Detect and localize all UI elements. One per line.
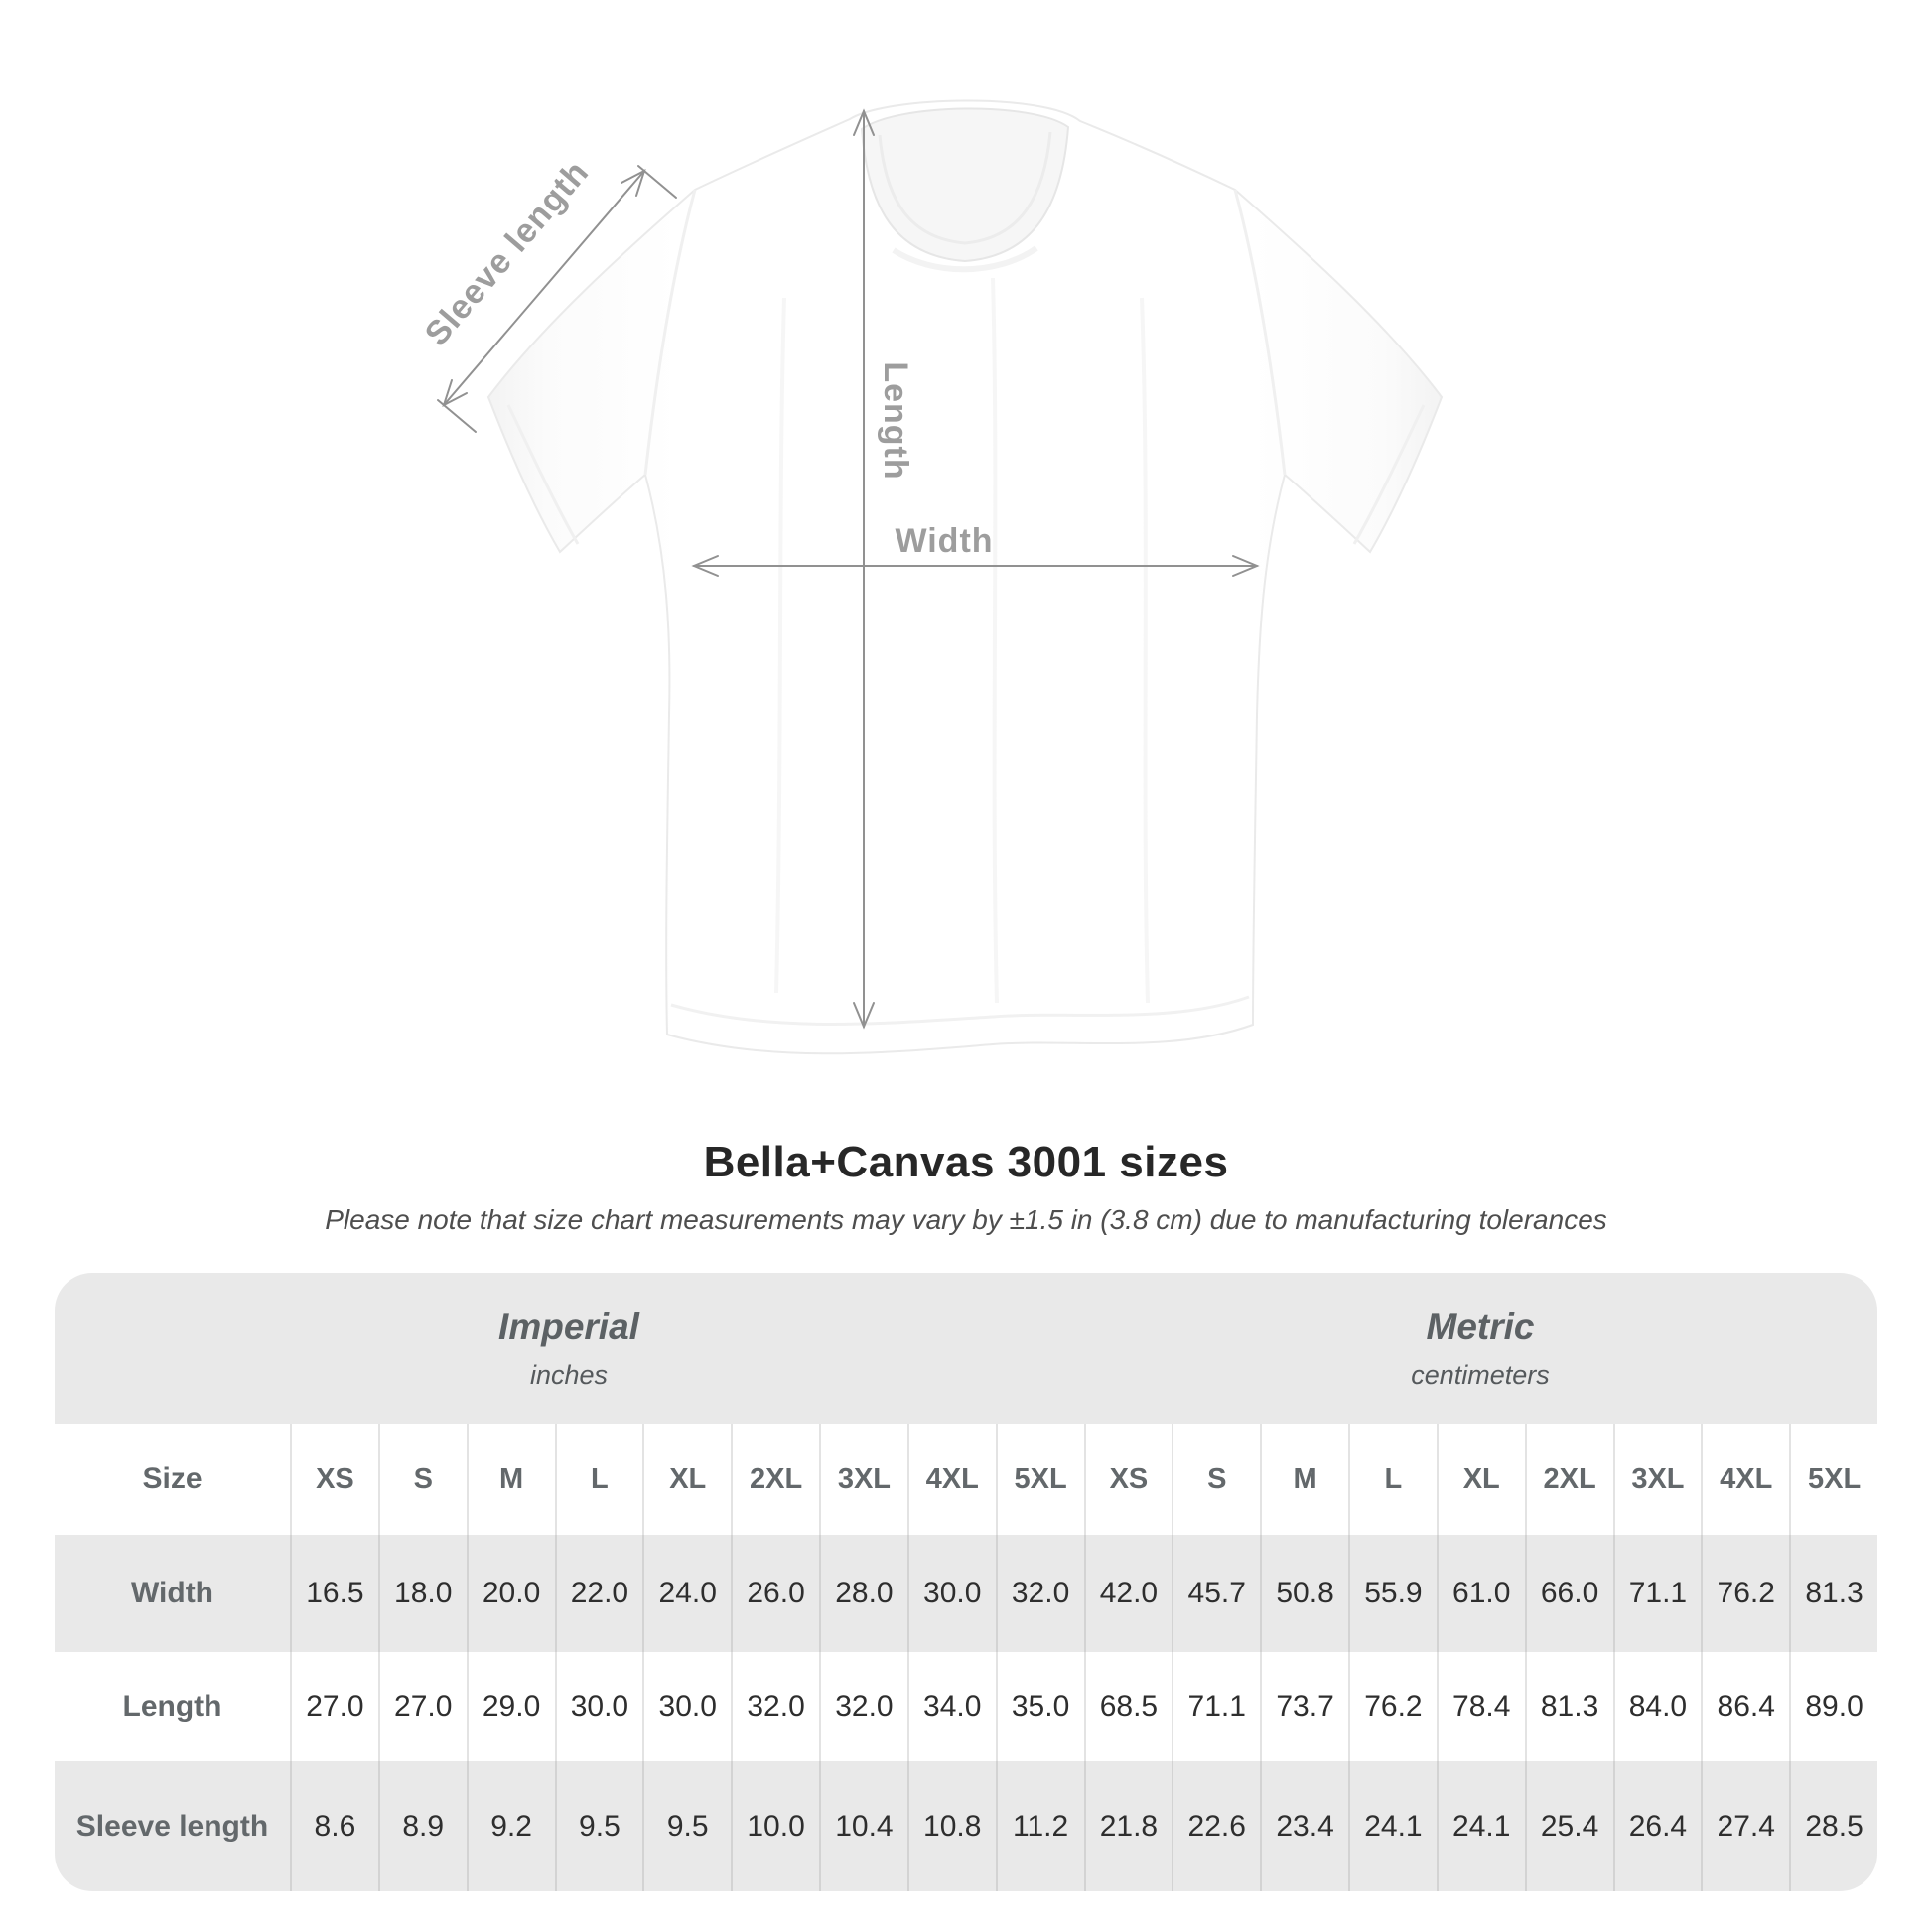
column-header: XS <box>290 1424 378 1535</box>
column-header: 5XL <box>1789 1424 1877 1535</box>
table-cell: 10.4 <box>819 1761 907 1891</box>
table-cell: 26.4 <box>1613 1761 1702 1891</box>
imperial-label: Imperial <box>498 1306 639 1347</box>
column-header: M <box>467 1424 555 1535</box>
table-cell: 8.9 <box>378 1761 467 1891</box>
width-label: Width <box>895 522 994 560</box>
table-cell: 76.2 <box>1348 1652 1437 1761</box>
table-cell: 24.0 <box>642 1535 731 1652</box>
row-label: Length <box>55 1652 290 1761</box>
table-cell: 10.0 <box>731 1761 819 1891</box>
table-cell: 78.4 <box>1437 1652 1525 1761</box>
row-label: Sleeve length <box>55 1761 290 1891</box>
table-cell: 84.0 <box>1613 1652 1702 1761</box>
column-header: M <box>1260 1424 1348 1535</box>
table-cell: 20.0 <box>467 1535 555 1652</box>
metric-unit: centimeters <box>1411 1359 1550 1390</box>
table-cell: 11.2 <box>996 1761 1084 1891</box>
size-column-header: Size <box>55 1424 290 1535</box>
table-cell: 22.0 <box>555 1535 643 1652</box>
column-header: S <box>378 1424 467 1535</box>
imperial-unit: inches <box>529 1359 609 1390</box>
column-header: XL <box>1437 1424 1525 1535</box>
column-header: 5XL <box>996 1424 1084 1535</box>
table-cell: 32.0 <box>996 1535 1084 1652</box>
table-cell: 30.0 <box>907 1535 996 1652</box>
table-cell: 71.1 <box>1613 1535 1702 1652</box>
column-header: S <box>1172 1424 1260 1535</box>
page-title: Bella+Canvas 3001 sizes <box>703 1138 1229 1186</box>
column-header: 4XL <box>1701 1424 1789 1535</box>
page-subtitle: Please note that size chart measurements may vary by ±1.5 in (3.8 cm) due to manufacturing tolerances <box>325 1204 1607 1235</box>
table-cell: 24.1 <box>1437 1761 1525 1891</box>
table-cell: 21.8 <box>1084 1761 1173 1891</box>
column-header: 3XL <box>1613 1424 1702 1535</box>
table-cell: 45.7 <box>1172 1535 1260 1652</box>
table-cell: 30.0 <box>555 1652 643 1761</box>
table-cell: 22.6 <box>1172 1761 1260 1891</box>
table-cell: 55.9 <box>1348 1535 1437 1652</box>
column-header: XS <box>1084 1424 1173 1535</box>
length-label: Length <box>877 361 914 481</box>
table-cell: 42.0 <box>1084 1535 1173 1652</box>
table-cell: 61.0 <box>1437 1535 1525 1652</box>
column-header: 2XL <box>1525 1424 1613 1535</box>
table-cell: 9.2 <box>467 1761 555 1891</box>
table-cell: 16.5 <box>290 1535 378 1652</box>
table-cell: 89.0 <box>1789 1652 1877 1761</box>
table-cell: 23.4 <box>1260 1761 1348 1891</box>
table-cell: 32.0 <box>819 1652 907 1761</box>
table-cell: 9.5 <box>642 1761 731 1891</box>
table-cell: 86.4 <box>1701 1652 1789 1761</box>
column-header: 4XL <box>907 1424 996 1535</box>
table-cell: 32.0 <box>731 1652 819 1761</box>
table-cell: 29.0 <box>467 1652 555 1761</box>
column-header: L <box>555 1424 643 1535</box>
column-header: 3XL <box>819 1424 907 1535</box>
column-header: XL <box>642 1424 731 1535</box>
table-cell: 9.5 <box>555 1761 643 1891</box>
column-header: L <box>1348 1424 1437 1535</box>
table-cell: 50.8 <box>1260 1535 1348 1652</box>
table-cell: 27.0 <box>378 1652 467 1761</box>
table-cell: 28.5 <box>1789 1761 1877 1891</box>
sleeve-length-label: Sleeve length <box>417 153 597 353</box>
column-header: 2XL <box>731 1424 819 1535</box>
table-cell: 18.0 <box>378 1535 467 1652</box>
table-cell: 73.7 <box>1260 1652 1348 1761</box>
table-cell: 27.4 <box>1701 1761 1789 1891</box>
size-table <box>55 1273 1877 1891</box>
table-cell: 68.5 <box>1084 1652 1173 1761</box>
table-cell: 71.1 <box>1172 1652 1260 1761</box>
table-cell: 30.0 <box>642 1652 731 1761</box>
table-cell: 35.0 <box>996 1652 1084 1761</box>
table-cell: 25.4 <box>1525 1761 1613 1891</box>
row-label: Width <box>55 1535 290 1652</box>
unit-header-row <box>55 1273 1877 1424</box>
unit-group-imperial <box>55 1273 1083 1424</box>
table-cell: 34.0 <box>907 1652 996 1761</box>
table-cell: 26.0 <box>731 1535 819 1652</box>
table-cell: 76.2 <box>1701 1535 1789 1652</box>
table-cell: 81.3 <box>1525 1652 1613 1761</box>
table-cell: 28.0 <box>819 1535 907 1652</box>
table-cell: 24.1 <box>1348 1761 1437 1891</box>
size-grid <box>55 1424 1877 1891</box>
table-cell: 8.6 <box>290 1761 378 1891</box>
table-cell: 27.0 <box>290 1652 378 1761</box>
unit-group-metric <box>1083 1273 1877 1424</box>
table-cell: 10.8 <box>907 1761 996 1891</box>
table-cell: 66.0 <box>1525 1535 1613 1652</box>
metric-label: Metric <box>1426 1306 1535 1347</box>
table-cell: 81.3 <box>1789 1535 1877 1652</box>
